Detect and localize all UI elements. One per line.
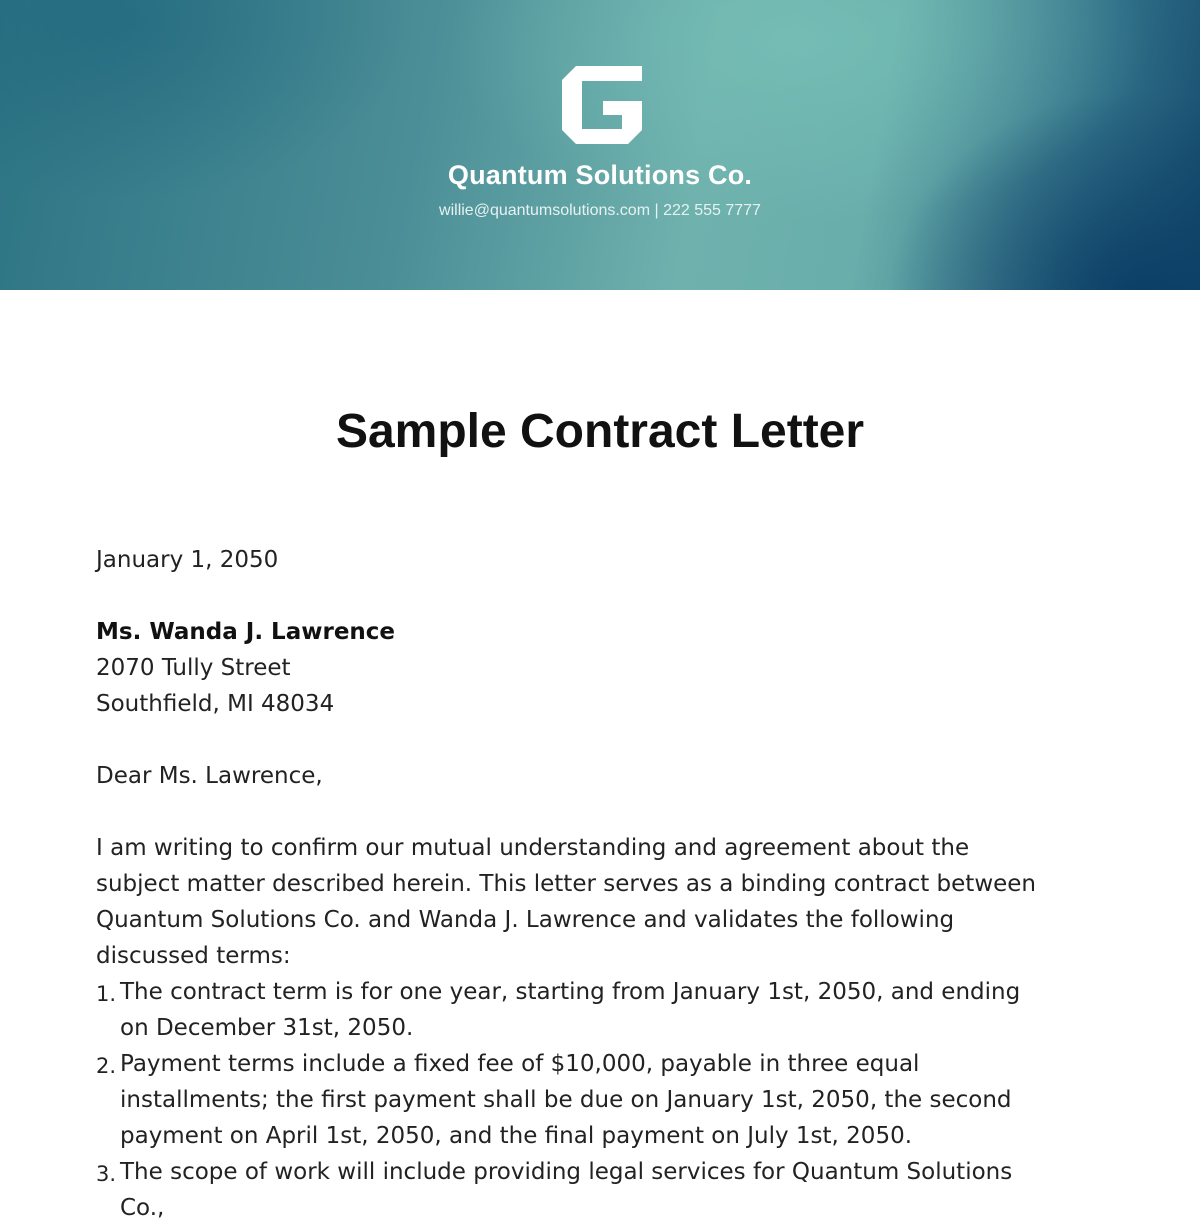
- salutation: Dear Ms. Lawrence,: [96, 763, 323, 789]
- g-letter-logo-icon: [562, 66, 642, 144]
- document-title: Sample Contract Letter: [335, 405, 865, 458]
- company-contact: willie@quantumsolutions.com | 222 555 7777: [439, 202, 761, 219]
- list-item-number: 1.: [96, 982, 117, 1006]
- letter-date: January 1, 2050: [96, 547, 279, 573]
- list-item-text: The contract term is for one year, starting from January 1st, 2050, and ending on December 31st, 2050.: [120, 979, 1021, 1041]
- terms-list: [96, 974, 1056, 1226]
- list-item-text: The scope of work will include providing legal services for Quantum Solutions Co.,: [120, 1159, 1013, 1221]
- recipient-city: Southfield, MI 48034: [96, 691, 335, 717]
- list-item: [96, 1046, 1056, 1154]
- list-item-number: 3.: [96, 1162, 117, 1186]
- recipient-name: Ms. Wanda J. Lawrence: [96, 619, 396, 645]
- company-name: Quantum Solutions Co.: [447, 160, 753, 190]
- intro-paragraph: I am writing to confirm our mutual understanding and agreement about the subject matter described herein. This letter serves as a binding contract between Quantum Solutions Co. and Wanda J. Lawrence and validates the following discussed terms:: [96, 835, 1037, 969]
- list-item-number: 2.: [96, 1054, 117, 1078]
- header-banner: [0, 0, 1200, 290]
- recipient-block: [96, 614, 1056, 722]
- list-item: [96, 1154, 1056, 1226]
- recipient-street: 2070 Tully Street: [96, 655, 291, 681]
- list-item-text: Payment terms include a fixed fee of $10,000, payable in three equal installments; the first payment shall be due on January 1st, 2050, the second payment on April 1st, 2050, and the final payment on July 1st, 2050.: [120, 1051, 1012, 1149]
- list-item: [96, 974, 1056, 1046]
